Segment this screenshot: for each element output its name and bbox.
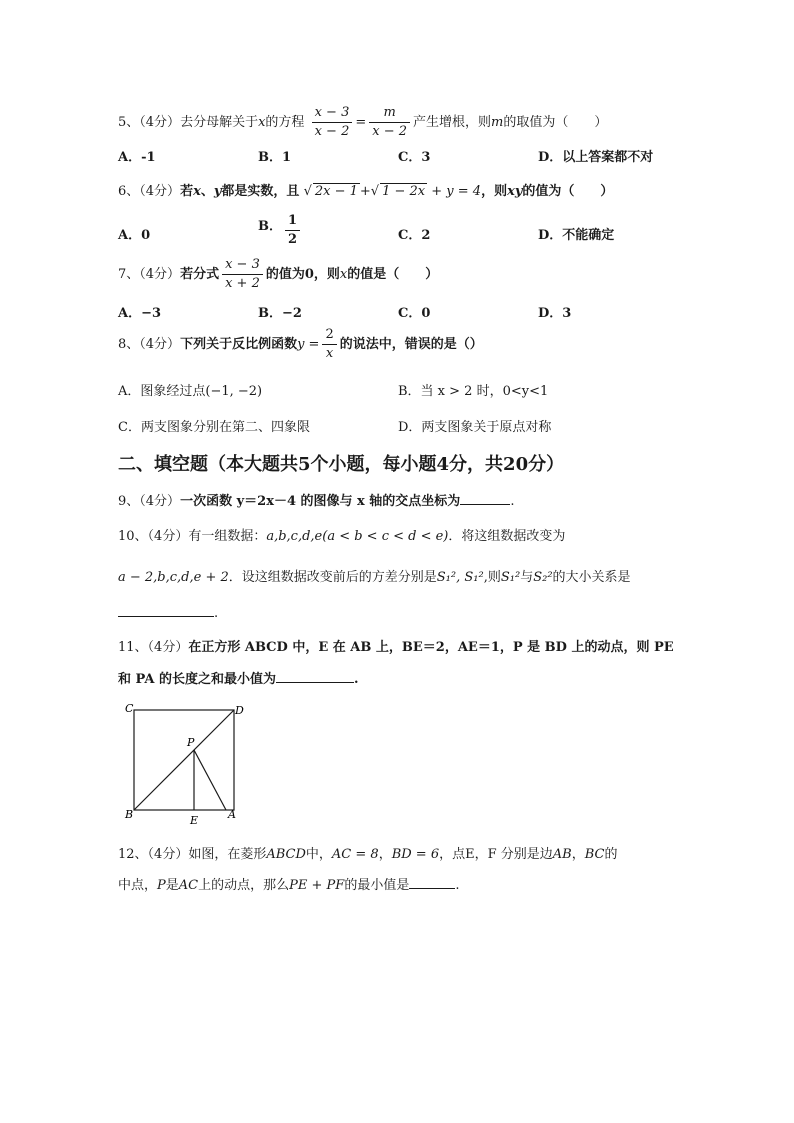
q8-score: （4分）: [139, 337, 181, 352]
q12-line1-sep: ，: [571, 847, 585, 862]
q6-option-a[interactable]: A．0: [118, 228, 151, 243]
q10-text-b: ．将这组数据改变为: [448, 529, 566, 544]
q11-square-figure: [124, 700, 244, 828]
q9-score: （4分）: [139, 494, 181, 509]
q10-s1: S₁²: [500, 570, 521, 585]
q10-line3: [118, 604, 218, 621]
q11-line1-text: 在正方形 ABCD 中，E 在 AB 上，BE＝2，AE＝1，P 是 BD 上的动点，则 PE: [188, 640, 674, 655]
q8-text-b: 的说法中，错误的是（）: [339, 337, 483, 352]
q7-frac-num: x − 3: [222, 256, 263, 275]
q11-line2: [118, 668, 359, 687]
q6-option-b-fraction: [285, 212, 300, 249]
q12-ab: AB: [552, 847, 572, 862]
q5-suffix: 产生增根，则: [413, 115, 492, 130]
q12-number: 12、: [118, 847, 148, 862]
q6-stem: 6、（4分）若x、y都是实数，且 √ 2x − 1 +√ 1 − 2x + y = 4，则xy的值为（ ）: [118, 184, 614, 199]
q6-comma: 、: [200, 184, 214, 199]
q6-option-b-den: 2: [288, 232, 298, 247]
q7-text-b: 的值为0，则: [265, 267, 340, 282]
diagonal-bd: [134, 710, 234, 810]
q11-score: （4分）: [147, 640, 189, 655]
q6-sqrt1: 2x − 1: [314, 184, 358, 199]
q10-score: （4分）: [147, 529, 189, 544]
q10-data: a,b,c,d,e(a < b < c < d < e): [266, 529, 449, 544]
q7-option-b[interactable]: B．−2: [258, 306, 302, 321]
q7-text-a: 若分式: [180, 267, 220, 282]
q8-option-c[interactable]: [118, 416, 310, 435]
q8-number: 8、: [118, 337, 140, 352]
q10-number: 10、: [118, 529, 148, 544]
q10-end: .: [214, 606, 219, 621]
q5-frac1-num: x − 3: [312, 104, 353, 123]
q5-fraction-right: [369, 104, 410, 141]
label-d: D: [235, 704, 244, 717]
q8-option-d[interactable]: [398, 416, 551, 435]
q12-abcd: ABCD: [266, 847, 306, 862]
q5-var-x: x: [258, 115, 266, 130]
q7-option-a[interactable]: A．−3: [118, 306, 162, 321]
q6-option-b-num: 1: [285, 212, 300, 231]
q5-frac2-num: m: [369, 104, 410, 123]
q6-option-d[interactable]: D．不能确定: [538, 228, 615, 243]
q10-then: ,则: [483, 570, 501, 585]
q12-line1-a: 如图，在菱形: [188, 847, 267, 862]
q5-mid: 的方程: [265, 115, 305, 130]
q5-option-a[interactable]: A．-1: [118, 150, 156, 165]
q12-line2-c: 上的动点，那么: [198, 878, 290, 893]
q5-option-b[interactable]: B．1: [258, 150, 292, 165]
q6-sqrt2: 1 − 2x: [382, 184, 426, 199]
q10-answer-blank[interactable]: [118, 604, 214, 617]
q12-line1-d: 的: [604, 847, 618, 862]
q7-option-d[interactable]: D．3: [538, 306, 572, 321]
q11-end: .: [353, 672, 359, 687]
q12-line2-b: 是: [165, 878, 179, 893]
q10-s2: S₂²: [533, 570, 553, 585]
q8-option-a-text: A．图象经过点(−1, −2): [118, 384, 263, 399]
q5-option-d[interactable]: D．以上答案都不对: [538, 150, 654, 165]
q12-end: .: [455, 878, 460, 893]
q6-plus: +: [359, 184, 371, 199]
q12-bd: BD = 6: [391, 847, 440, 862]
q11-line2-text: 和 PA 的长度之和最小值为: [118, 672, 276, 687]
q12-line2-d: 的最小值是: [344, 878, 410, 893]
q6-rest: + y = 4: [431, 184, 482, 199]
q10-line2: [118, 566, 631, 585]
q8-text-a: 下列关于反比例函数: [180, 337, 298, 352]
q10-text-a: 有一组数据：: [188, 529, 267, 544]
q5-fraction-left: [312, 104, 353, 141]
q7-stem: [118, 256, 438, 293]
q6-option-c[interactable]: C．2: [398, 228, 431, 243]
q9-stem: [118, 490, 514, 509]
q8-option-d-text: D．两支图象关于原点对称: [398, 420, 552, 435]
segment-pa: [194, 750, 226, 810]
q6-text-b: 都是实数，且: [221, 184, 300, 199]
q8-option-c-text: C．两支图象分别在第二、四象限: [118, 420, 310, 435]
q8-option-b-text: B．当 x > 2 时，0<y<1: [398, 384, 549, 399]
q10-line2-end: 的大小关系是: [552, 570, 631, 585]
label-a: A: [228, 808, 236, 821]
q5-option-c[interactable]: C．3: [398, 150, 431, 165]
q7-number: 7、: [118, 267, 140, 282]
q11-answer-blank[interactable]: [276, 670, 354, 683]
q11-number: 11、: [118, 640, 148, 655]
q6-text-d: 的值为（ ）: [522, 184, 614, 199]
q6-xy: xy: [507, 184, 523, 199]
q6-x: x: [193, 184, 201, 199]
q5-number: 5、: [118, 115, 140, 130]
q12-line1-b: 中，: [305, 847, 332, 862]
q7-text-c: 的值是（ ）: [347, 267, 439, 282]
q12-ac: AC = 8: [331, 847, 379, 862]
q5-frac1-den: x − 2: [314, 124, 350, 139]
q5-stem: [118, 104, 607, 141]
section-heading: 二、填空题（本大题共5个小题，每小题4分，共20分）: [118, 454, 565, 475]
q5-tail: 的取值为（ ）: [503, 115, 608, 130]
q12-bc: BC: [584, 847, 605, 862]
q8-fraction: [322, 326, 336, 363]
q7-frac-den: x + 2: [225, 276, 260, 291]
q12-expr: PE + PF: [289, 878, 345, 893]
q6-option-b-label: B．: [258, 219, 282, 234]
q10-line2-text: ．设这组数据改变前后的方差分别是: [228, 570, 437, 585]
q8-stem: [118, 326, 483, 363]
q6-score: （4分）: [139, 184, 181, 199]
q12-answer-blank[interactable]: [409, 876, 455, 889]
q11-line1: [118, 636, 674, 655]
q5-frac2-den: x − 2: [372, 124, 408, 139]
q12-line1-c: ，点E，F 分别是边: [439, 847, 553, 862]
q12-line2-a: 中点，: [118, 878, 158, 893]
q6-option-b[interactable]: [258, 212, 303, 249]
label-c: C: [125, 702, 134, 715]
q7-score: （4分）: [139, 267, 181, 282]
q6-text-a: 若: [180, 184, 194, 199]
q9-text: 一次函数 y＝2x－4 的图像与 x 轴的交点坐标为: [180, 494, 461, 509]
q8-option-b[interactable]: [398, 380, 548, 399]
q10-and: 与: [520, 570, 534, 585]
q5-var-m: m: [491, 115, 504, 130]
q7-fraction: [222, 256, 263, 293]
label-p: P: [187, 736, 195, 749]
q5-prefix: 去分母解关于: [180, 115, 259, 130]
q8-frac-den: x: [325, 346, 334, 361]
q7-option-c[interactable]: C．0: [398, 306, 431, 321]
q5-score: （4分）: [139, 115, 181, 130]
q12-sep: ，: [378, 847, 392, 862]
q10-line2-data: a − 2,b,c,d,e + 2: [118, 570, 229, 585]
q8-frac-num: 2: [322, 326, 336, 345]
q12-score: （4分）: [147, 847, 189, 862]
q9-answer-blank[interactable]: [460, 492, 510, 505]
q10-line1: [118, 525, 565, 544]
q7-x: x: [339, 267, 348, 282]
label-e: E: [190, 814, 199, 827]
q6-number: 6、: [118, 184, 140, 199]
q6-text-c: ，则: [481, 184, 508, 199]
label-b: B: [125, 808, 134, 821]
q8-y-eq: y =: [297, 337, 320, 352]
q9-end: .: [510, 494, 515, 509]
q12-line1: [118, 843, 618, 862]
q6-y: y: [213, 184, 222, 199]
q12-ac2: AC: [178, 878, 199, 893]
q8-option-a[interactable]: [118, 380, 262, 399]
q12-line2: [118, 874, 459, 893]
q10-vars: S₁², S₁²: [436, 570, 484, 585]
q9-number: 9、: [118, 494, 140, 509]
q5-equals: =: [355, 115, 367, 130]
q12-p: P: [157, 878, 166, 893]
